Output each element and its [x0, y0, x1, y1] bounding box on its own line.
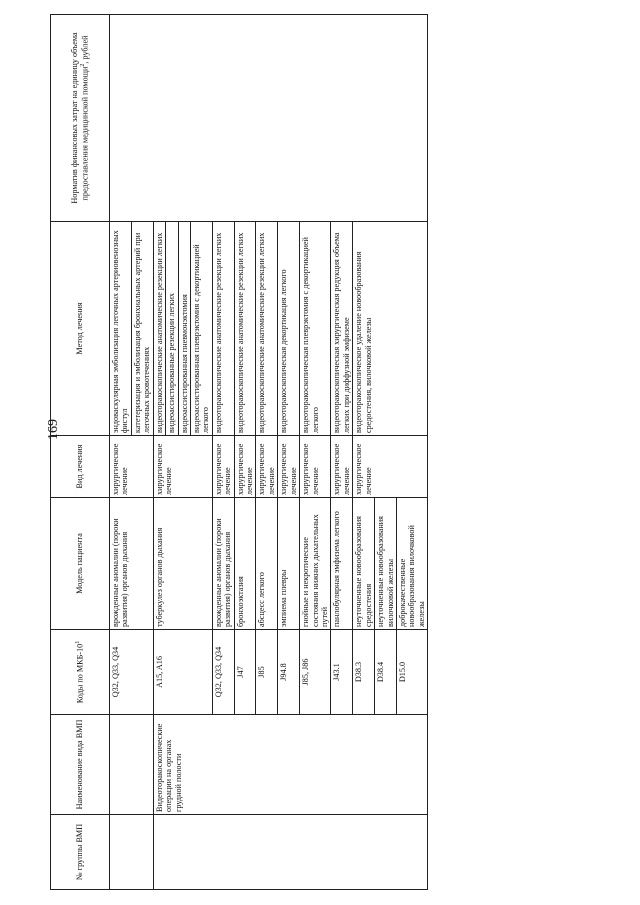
mkb-codes-cell: Q32, Q33, Q34	[110, 630, 154, 715]
header-mkb-codes: Коды по МКБ-$10^1$	[51, 630, 110, 715]
treatment-method-cell: видеоторакоскопическая хирургическая редукция объема легких при диффузной эмфиземе	[331, 222, 353, 436]
mkb-codes-cell: J47	[234, 630, 256, 715]
patient-model-cell: абсцесс легкого	[256, 498, 278, 630]
treatment-type-cell: хирургическое лечение	[331, 436, 353, 498]
patient-model-cell: доброкачественные новообразования вилочковой железы	[396, 498, 427, 630]
treatment-type-cell: хирургическое лечение	[212, 436, 234, 498]
patient-model-cell: неуточненные новообразования вилочковой железы	[375, 498, 397, 630]
patient-model-cell: эмпиема плевры	[278, 498, 300, 630]
patient-model-cell: туберкулез органов дыхания	[153, 498, 212, 630]
page-number: 169	[46, 419, 61, 440]
cost-norm-cell	[110, 15, 428, 222]
patient-model-cell: неуточненные новообразования средостения	[353, 498, 375, 630]
mkb-codes-cell: D15.0	[396, 630, 427, 715]
treatment-method-cell: видеоторакоскопические анатомические резекции легких	[256, 222, 278, 436]
treatment-method-cell: катетеризация и эмболизация бронхиальных артерий при легочных кровотечениях	[131, 222, 153, 436]
treatment-type-cell: хирургическое лечение	[300, 436, 331, 498]
patient-model-cell: врожденные аномалии (пороки развития) органов дыхания	[212, 498, 234, 630]
treatment-method-cell: видеоторакоскопические анатомические резекции легких	[153, 222, 165, 436]
header-patient-model: Модель пациента	[51, 498, 110, 630]
header-vmp-name: Наименование вида ВМП	[51, 715, 110, 815]
header-cost-norm: Норматив финансовых затрат на единицу объема предоставления медицинской помощи$^2$, рублей	[51, 15, 110, 222]
mkb-codes-cell: J94.8	[278, 630, 300, 715]
patient-model-cell: бронхоэктазия	[234, 498, 256, 630]
patient-model-cell: врожденные аномалии (пороки развития) органов дыхания	[110, 498, 154, 630]
patient-model-cell: панлобулярная эмфизема легкого	[331, 498, 353, 630]
mkb-codes-cell: J43.1	[331, 630, 353, 715]
header-group-no: № группы ВМП	[51, 815, 110, 890]
treatment-method-cell: эндоваскулярная эмболизация легочных артериовенозных фистул	[110, 222, 132, 436]
treatment-type-cell: хирургическое лечение	[256, 436, 278, 498]
treatment-method-cell: видеоторакоскопические анатомические резекции легких	[212, 222, 234, 436]
mkb-codes-cell: A15, A16	[153, 630, 212, 715]
treatment-method-cell: видеоторакоскопическое удаление новообразования средостения, вилочковой железы	[353, 222, 428, 436]
mkb-codes-cell: J85, J86	[300, 630, 331, 715]
treatment-type-cell: хирургическое лечение	[278, 436, 300, 498]
treatment-method-cell: видеоторакоскопическая плеврэктомия с декортикацией легкого	[300, 222, 331, 436]
treatment-method-cell: видеоторакоскопическая декортикация легкого	[278, 222, 300, 436]
group-no-cell	[153, 815, 428, 890]
table-header-row	[51, 15, 110, 890]
treatment-method-cell: видеоторакоскопические анатомические резекции легких	[234, 222, 256, 436]
treatment-type-cell: хирургическое лечение	[234, 436, 256, 498]
mkb-codes-cell: Q32, Q33, Q34	[212, 630, 234, 715]
vmp-table	[50, 14, 428, 890]
treatment-type-cell: хирургическое лечение	[153, 436, 212, 498]
group-no-cell	[110, 815, 154, 890]
vmp-name-cell	[110, 715, 154, 815]
table-row	[110, 15, 132, 890]
mkb-codes-cell: D38.4	[375, 630, 397, 715]
treatment-method-cell: видеоассистированная пневмонэктомия	[178, 222, 190, 436]
vmp-name-cell: Видеоторакоскопические операции на органах грудной полости	[153, 715, 428, 815]
treatment-type-cell: хирургическое лечение	[110, 436, 154, 498]
patient-model-cell: гнойные и некротические состояния нижних дыхательных путей	[300, 498, 331, 630]
mkb-codes-cell: J85	[256, 630, 278, 715]
vmp-table-sheet	[50, 15, 625, 890]
mkb-codes-cell: D38.3	[353, 630, 375, 715]
header-treatment-method: Метод лечения	[51, 222, 110, 436]
treatment-method-cell: видеоассистированная плеврэктомия с декортикацией легкого	[190, 222, 212, 436]
treatment-type-cell: хирургическое лечение	[353, 436, 428, 498]
treatment-method-cell: видеоассистированные резекции легких	[166, 222, 178, 436]
header-treatment-type: Вид лечения	[51, 436, 110, 498]
